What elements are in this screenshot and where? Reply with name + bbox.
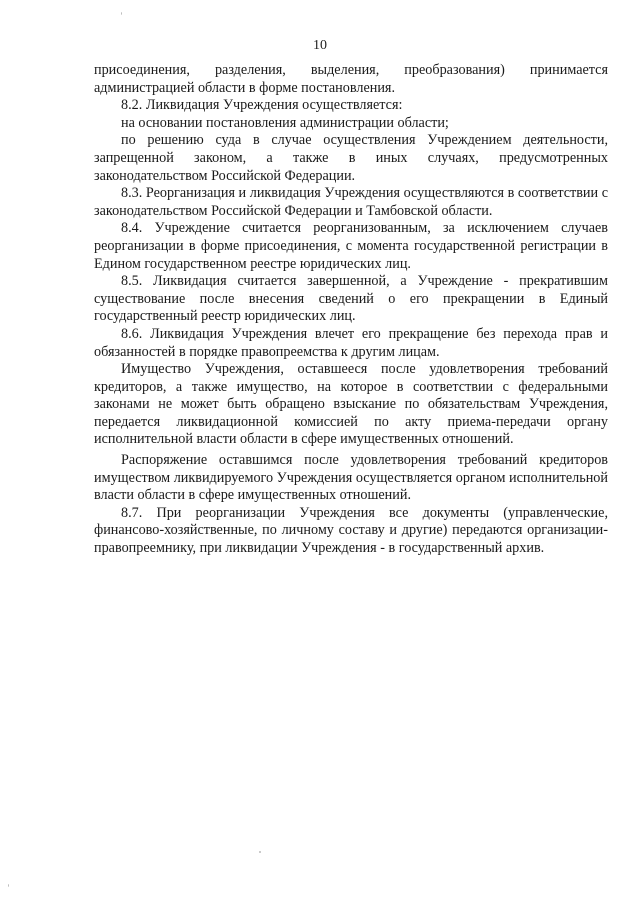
scan-speck: [8, 884, 9, 887]
paragraph: Имущество Учреждения, оставшееся после удовлетворения требований кредиторов, а также имущество, на которое в соответствии с федеральными законами не может быть обращено взыскание по обязательствам Учреждения, передается ликвидационной комиссией по акту приема-передачи органу исполнительной власти области в сфере имущественных отношений.: [94, 361, 608, 448]
paragraph: на основании постановления администрации области;: [121, 114, 449, 131]
scan-speck: [121, 12, 122, 15]
scan-speck: [259, 851, 261, 853]
paragraph: 8.2. Ликвидация Учреждения осуществляется:: [121, 97, 403, 114]
paragraph: 8.4. Учреждение считается реорганизованным, за исключением случаев реорганизации в форме присоединения, с момента государственной регистрации в Едином государственном реестре юридических лиц.: [94, 220, 608, 272]
page-number: 10: [313, 38, 327, 53]
paragraph: 8.6. Ликвидация Учреждения влечет его прекращение без перехода прав и обязанностей в порядке правопреемства к другим лицам.: [94, 325, 608, 360]
document-body: [94, 62, 608, 558]
paragraph: 8.7. При реорганизации Учреждения все документы (управленческие, финансово-хозяйственные, по личному составу и другие) передаются организации-правопреемнику, при ликвидации Учреждения - в государственный архив.: [94, 504, 608, 557]
paragraph: присоединения, разделения, выделения, преобразования) принимается администрацией области в форме постановления.: [94, 62, 608, 96]
paragraph: 8.3. Реорганизация и ликвидация Учреждения осуществляются в соответствии с законодательством Российской Федерации и Тамбовской области.: [94, 185, 608, 219]
paragraph: Распоряжение оставшимся после удовлетворения требований кредиторов имуществом ликвидируемого Учреждения осуществляется органом исполнительной власти области в сфере имущественных отношений.: [94, 452, 608, 504]
paragraph: по решению суда в случае осуществления Учреждением деятельности, запрещенной законом, а также в иных случаях, предусмотренных законодательством Российской Федерации.: [94, 132, 608, 184]
paragraph: 8.5. Ликвидация считается завершенной, а Учреждение - прекратившим существование после внесения сведений о его прекращении в Единый государственный реестр юридических лиц.: [94, 273, 608, 325]
